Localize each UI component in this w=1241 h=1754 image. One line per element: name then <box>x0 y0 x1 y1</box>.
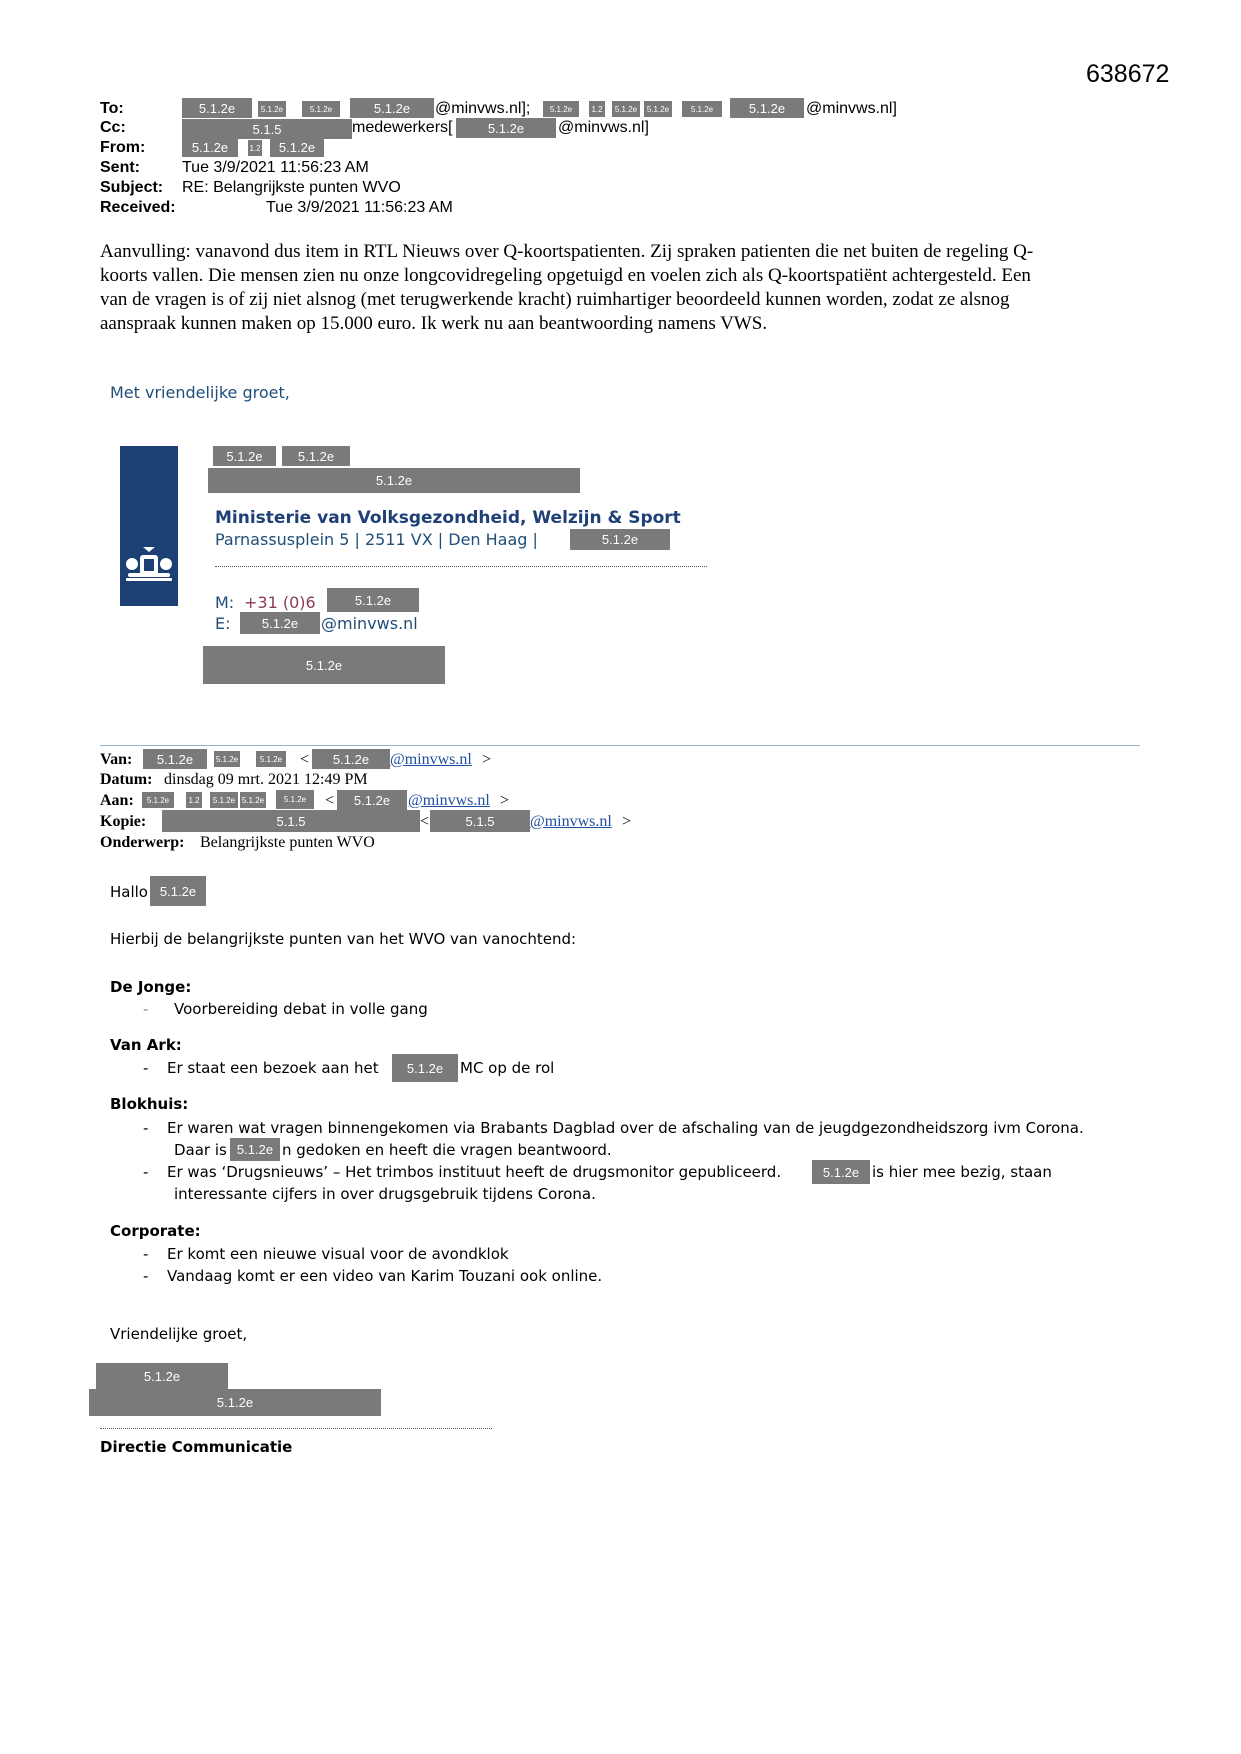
email-link[interactable]: @minvws.nl <box>390 751 472 768</box>
cc-label: Cc: <box>100 119 126 136</box>
vanark-item-pre: Er staat een bezoek aan het <box>167 1059 379 1077</box>
aan-label: Aan: <box>100 792 134 809</box>
mobile-label: M: <box>215 593 235 612</box>
redaction-box: 1.2 <box>186 792 202 808</box>
redaction-box: 5.1.2e <box>312 749 390 769</box>
redaction-box: 5.1.2e <box>392 1054 458 1082</box>
redaction-box: 5.1.5 <box>430 810 530 832</box>
received-value: Tue 3/9/2021 11:56:23 AM <box>266 199 453 216</box>
lt-sign: < <box>325 792 335 809</box>
blokhuis-item2-post: is hier mee bezig, staan <box>872 1163 1052 1181</box>
signature-divider <box>215 566 707 567</box>
redaction-box: 5.1.2e <box>327 588 419 612</box>
forward-divider <box>100 745 1140 746</box>
blokhuis-item1-line2-post: n gedoken en heeft die vragen beantwoord. <box>282 1141 612 1159</box>
from-label: From: <box>100 139 146 156</box>
redaction-box: 5.1.2e <box>258 101 286 117</box>
dash-bullet: - <box>143 1245 149 1263</box>
redaction-box: 1.2 <box>248 140 262 156</box>
redaction-box: 5.1.2e <box>213 446 276 466</box>
redaction-box: 5.1.2e <box>208 468 580 493</box>
cc-text: medewerkers[ <box>352 119 453 136</box>
redaction-box: 5.1.2e <box>240 612 320 634</box>
email-label: E: <box>215 614 231 633</box>
gt-sign: > <box>622 813 632 830</box>
blokhuis-item1-line2-pre: Daar is <box>174 1141 227 1159</box>
department-name: Directie Communicatie <box>100 1438 293 1456</box>
dash-bullet: - <box>143 1119 149 1137</box>
blokhuis-heading: Blokhuis: <box>110 1095 189 1113</box>
redaction-box: 5.1.2e <box>230 1138 280 1161</box>
redaction-box: 5.1.2e <box>730 98 804 118</box>
datum-label: Datum: <box>100 771 153 788</box>
blokhuis-item2-pre: Er was ‘Drugsnieuws’ – Het trimbos instituut heeft de drugsmonitor gepubliceerd. <box>167 1163 782 1181</box>
redaction-box: 5.1.2e <box>456 118 556 138</box>
redaction-box: 5.1.2e <box>210 792 238 808</box>
email-link[interactable]: @minvws.nl <box>530 813 612 830</box>
redaction-box: 5.1.2e <box>812 1160 870 1184</box>
onderwerp-value: Belangrijkste punten WVO <box>200 834 375 851</box>
redaction-box: 5.1.2e <box>89 1389 381 1416</box>
gt-sign: > <box>482 751 492 768</box>
corporate-item1: Er komt een nieuwe visual voor de avondklok <box>167 1245 509 1263</box>
ministry-address: Parnassusplein 5 | 2511 VX | Den Haag | <box>215 530 538 549</box>
mobile-prefix: +31 (0)6 <box>244 593 316 612</box>
dejonge-heading: De Jonge: <box>110 978 192 996</box>
to-label: To: <box>100 100 124 117</box>
redaction-box: 5.1.2e <box>612 101 640 117</box>
redaction-box: 5.1.2e <box>150 876 206 906</box>
body-line: Aanvulling: vanavond dus item in RTL Nieuws over Q-koortspatienten. Zij spraken patienten die net buiten de regeling Q- <box>100 241 1034 262</box>
gt-sign: > <box>500 792 510 809</box>
redaction-box: 1.2 <box>589 101 605 117</box>
body-paragraph <box>100 240 1140 336</box>
closing-divider <box>100 1428 492 1429</box>
redaction-box: 5.1.2e <box>203 646 445 684</box>
redaction-box: 5.1.2e <box>256 751 286 767</box>
redaction-box: 5.1.2e <box>270 137 324 157</box>
redaction-box: 5.1.5 <box>182 119 352 139</box>
vanark-item-post: MC op de rol <box>460 1059 555 1077</box>
redaction-box: 5.1.5 <box>162 810 420 832</box>
document-number: 638672 <box>1086 60 1170 88</box>
coat-of-arms-icon <box>120 446 178 606</box>
kopie-label: Kopie: <box>100 813 147 830</box>
lt-sign: < <box>300 751 310 768</box>
ministry-name: Ministerie van Volksgezondheid, Welzijn & Sport <box>215 508 681 528</box>
to-domain: @minvws.nl] <box>806 100 897 117</box>
redaction-box: 5.1.2e <box>350 98 434 118</box>
sent-label: Sent: <box>100 159 140 176</box>
sent-value: Tue 3/9/2021 11:56:23 AM <box>182 159 369 176</box>
body-line: koorts vallen. Die mensen zien nu onze longcovidregeling opgetuigd en voelen zich als Q-koortspatiënt achtergesteld. Een <box>100 265 1031 286</box>
redaction-box: 5.1.2e <box>644 101 672 117</box>
onderwerp-label: Onderwerp: <box>100 834 185 851</box>
hallo-text: Hallo <box>110 883 148 901</box>
ministry-logo <box>120 446 178 606</box>
redaction-box: 5.1.2e <box>543 101 579 117</box>
redaction-box: 5.1.2e <box>240 792 266 808</box>
blokhuis-item1-line1: Er waren wat vragen binnengekomen via Brabants Dagblad over de afschaling van de jeugdgezondheidszorg ivm Corona. <box>167 1119 1084 1137</box>
email-link[interactable]: @minvws.nl <box>408 792 490 809</box>
cc-domain: @minvws.nl] <box>558 119 649 136</box>
redaction-box: 5.1.2e <box>276 790 314 809</box>
dash-bullet: - <box>143 1163 149 1181</box>
blokhuis-item2-line2: interessante cijfers in over drugsgebruik tijdens Corona. <box>174 1185 596 1203</box>
corporate-item2: Vandaag komt er een video van Karim Touzani ook online. <box>167 1267 603 1285</box>
dash-bullet: - <box>143 1000 149 1018</box>
redaction-box: 5.1.2e <box>143 749 207 769</box>
email-domain: @minvws.nl <box>321 614 418 633</box>
subject-label: Subject: <box>100 179 164 196</box>
vanark-heading: Van Ark: <box>110 1036 182 1054</box>
signature-greeting: Met vriendelijke groet, <box>110 383 290 402</box>
closing-text: Vriendelijke groet, <box>110 1325 248 1343</box>
redaction-box: 5.1.2e <box>214 751 240 767</box>
subject-value: RE: Belangrijkste punten WVO <box>182 179 401 196</box>
to-domain: @minvws.nl]; <box>435 100 531 117</box>
intro-text: Hierbij de belangrijkste punten van het WVO van vanochtend: <box>110 930 577 948</box>
redaction-box: 5.1.2e <box>142 792 174 808</box>
dejonge-item: Voorbereiding debat in volle gang <box>174 1000 428 1018</box>
dash-bullet: - <box>143 1059 149 1077</box>
redaction-box: 5.1.2e <box>182 98 252 118</box>
redaction-box: 5.1.2e <box>337 790 407 810</box>
redaction-box: 5.1.2e <box>282 446 350 466</box>
redaction-box: 5.1.2e <box>682 101 722 117</box>
lt-sign: < <box>420 813 430 830</box>
redaction-box: 5.1.2e <box>570 529 670 550</box>
corporate-heading: Corporate: <box>110 1222 201 1240</box>
redaction-box: 5.1.2e <box>96 1363 228 1389</box>
dash-bullet: - <box>143 1267 149 1285</box>
redaction-box: 5.1.2e <box>182 137 238 157</box>
van-label: Van: <box>100 751 133 768</box>
body-line: aanspraak kunnen maken op 15.000 euro. Ik werk nu aan beantwoording namens VWS. <box>100 313 768 334</box>
body-line: van de vragen is of zij niet alsnog (met terugwerkende kracht) ruimhartiger beoordeeld kunnen worden, zodat ze alsnog <box>100 289 1010 310</box>
datum-value: dinsdag 09 mrt. 2021 12:49 PM <box>164 771 368 788</box>
redaction-box: 5.1.2e <box>302 101 340 117</box>
received-label: Received: <box>100 199 176 216</box>
